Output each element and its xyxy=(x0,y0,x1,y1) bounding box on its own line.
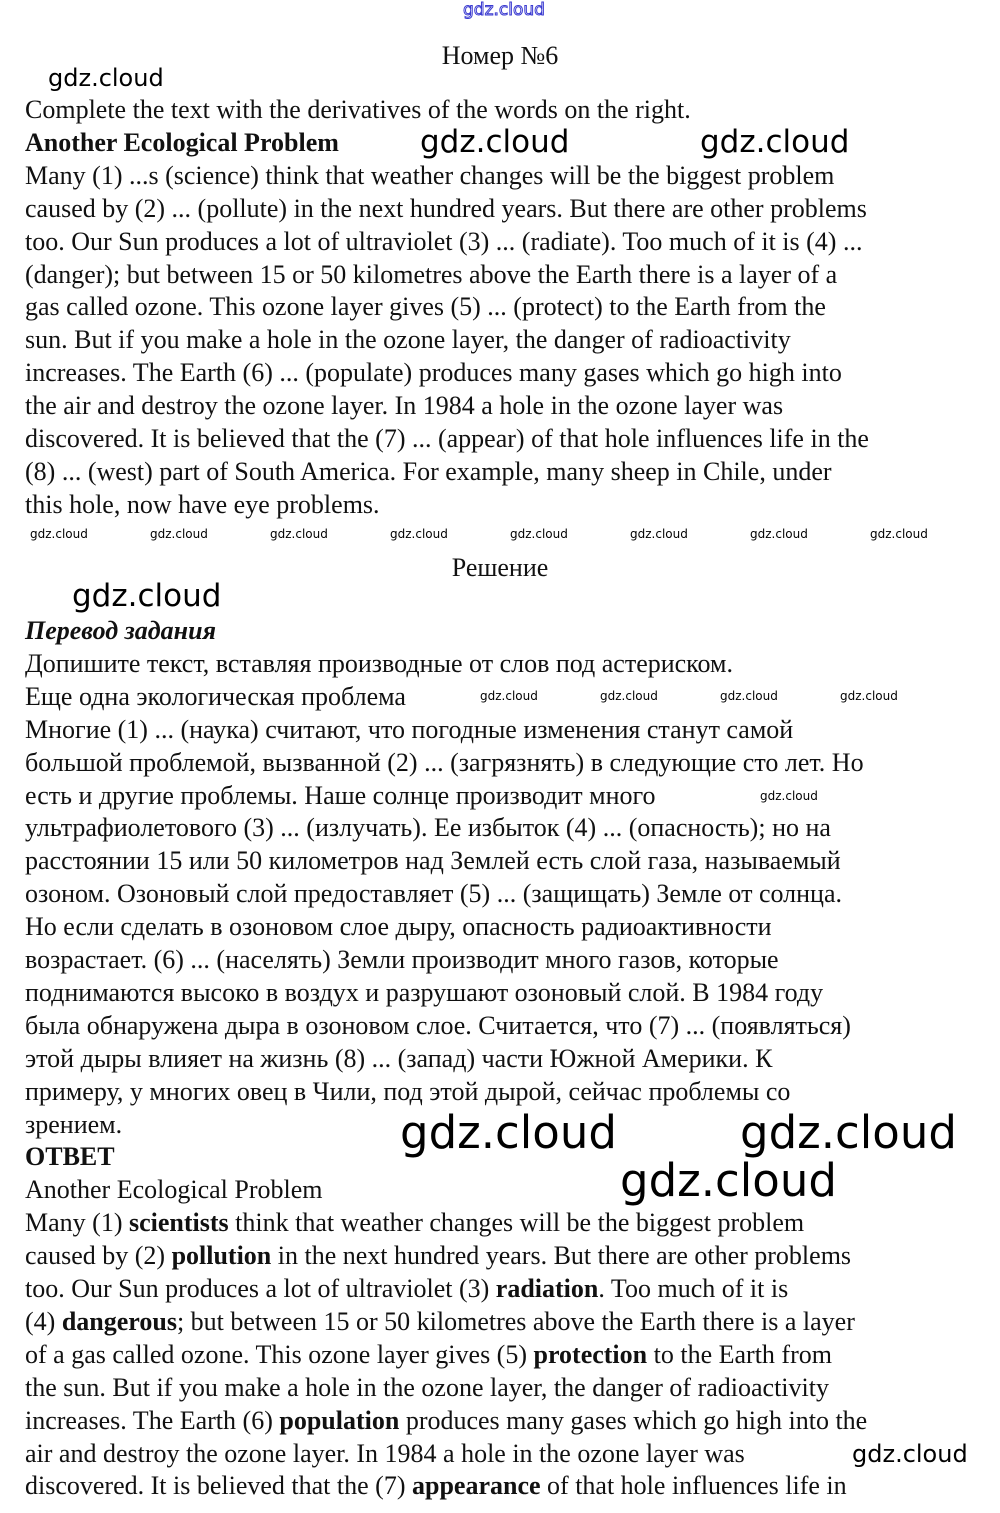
watermark: gdz.cloud xyxy=(720,689,778,703)
text-segment: Допишите текст, вставляя производные от слов под астериском. xyxy=(25,648,733,678)
watermark: gdz.cloud xyxy=(630,527,688,541)
text-line xyxy=(25,93,691,126)
text-segment: примеру, у многих овец в Чили, под этой дырой, сейчас проблемы со xyxy=(25,1076,791,1106)
text-line xyxy=(25,877,842,910)
text-line xyxy=(25,943,779,976)
text-segment: discovered. It is believed that the (7) ... (appear) of that hole influences life in the xyxy=(25,424,869,453)
text-segment: to the Earth from xyxy=(647,1339,832,1369)
bold-text: ОТВЕТ xyxy=(25,1142,115,1172)
text-segment: Many (1) ...s (science) think that weather changes will be the biggest problem xyxy=(25,160,835,190)
text-line xyxy=(25,1404,867,1437)
watermark: gdz.cloud xyxy=(150,527,208,541)
text-segment: Многие (1) ... (наука) считают, что погодные изменения станут самой xyxy=(25,714,794,744)
text-segment: расстоянии 15 или 50 километров над Землей есть слой газа, называемый xyxy=(25,846,841,876)
text-segment: this hole, now have eye problems. xyxy=(25,489,380,519)
text-segment: increases. The Earth (6) xyxy=(25,1405,280,1435)
text-line xyxy=(25,779,656,812)
text-line xyxy=(25,356,842,389)
text-line xyxy=(25,1239,851,1272)
text-line xyxy=(25,746,864,779)
text-line xyxy=(25,225,862,258)
text-line xyxy=(25,647,733,680)
text-line xyxy=(25,455,832,488)
watermark: gdz.cloud xyxy=(600,689,658,703)
text-segment: the air and destroy the ozone layer. In 1984 a hole in the ozone layer was xyxy=(25,391,784,421)
text-segment: Еще одна экологическая проблема xyxy=(25,681,406,711)
text-segment: caused by (2) xyxy=(25,1241,172,1271)
text-segment: большой проблемой, вызванной (2) ... (загрязнять) в следующие сто лет. Но xyxy=(25,747,864,777)
text-segment: Но если сделать в озоновом слое дыру, опасность радиоактивности xyxy=(25,912,772,942)
text-segment: ультрафиолетового (3) ... (излучать). Ее избыток (4) ... (опасность); но на xyxy=(25,813,831,843)
text-line xyxy=(25,159,834,192)
text-segment: sun. But if you make a hole in the ozone layer, the danger of radioactivity xyxy=(25,325,791,355)
text-segment: the sun. But if you make a hole in the ozone layer, the danger of radioactivity xyxy=(25,1372,829,1402)
text-line xyxy=(25,323,791,356)
text-line xyxy=(25,680,406,713)
text-line xyxy=(25,290,826,323)
watermark: gdz.cloud xyxy=(72,578,222,614)
watermark: gdz.cloud xyxy=(390,527,448,541)
text-segment: think that weather changes will be the biggest problem xyxy=(228,1208,805,1238)
text-segment: of that hole influences life in xyxy=(540,1471,847,1501)
text-segment: этой дыры влияет на жизнь (8) ... (запад) части Южной Америки. К xyxy=(25,1043,773,1073)
text-line xyxy=(25,614,216,647)
bold-text: Перевод задания xyxy=(25,616,216,645)
text-line xyxy=(25,1469,847,1502)
text-line xyxy=(25,192,867,225)
bold-text: scientists xyxy=(128,1208,229,1238)
watermark: gdz.cloud xyxy=(852,1440,968,1468)
bold-text: population xyxy=(279,1405,400,1435)
text-segment: air and destroy the ozone layer. In 1984 a hole in the ozone layer was xyxy=(25,1438,745,1468)
text-segment: too. Our Sun produces a lot of ultraviolet (3) xyxy=(25,1274,496,1303)
bold-text: radiation xyxy=(495,1274,599,1303)
text-segment: in the next hundred years. But there are other problems xyxy=(271,1241,852,1271)
text-segment: gas called ozone. This ozone layer gives (5) ... (protect) to the Earth from the xyxy=(25,292,826,322)
text-segment: discovered. It is believed that the (7) xyxy=(25,1471,412,1501)
watermark: gdz.cloud xyxy=(840,689,898,703)
text-segment: ; but between 15 or 50 kilometres above the Earth there is a layer xyxy=(176,1306,855,1336)
bold-text: dangerous xyxy=(61,1306,177,1336)
text-line xyxy=(25,1009,851,1042)
bold-text: appearance xyxy=(411,1471,541,1501)
text-segment: зрением. xyxy=(25,1109,123,1139)
text-line xyxy=(25,1338,832,1371)
text-line xyxy=(25,910,772,943)
text-segment: Another Ecological Problem xyxy=(25,1175,323,1205)
text-segment: возрастает. (6) ... (населять) Земли производит много газов, которые xyxy=(25,945,779,974)
text-line xyxy=(25,844,841,877)
text-line xyxy=(25,713,793,746)
watermark: gdz.cloud xyxy=(620,1154,837,1207)
watermark: gdz.cloud xyxy=(700,124,850,160)
watermark: gdz.cloud xyxy=(270,527,328,541)
solution-heading: Решение xyxy=(451,553,549,582)
text-line xyxy=(25,1371,829,1404)
text-segment: есть и другие проблемы. Наше солнце производит много xyxy=(25,780,656,810)
text-line xyxy=(25,976,823,1009)
text-segment: increases. The Earth (6) ... (populate) produces many gases which go high into xyxy=(25,358,842,388)
text-line xyxy=(25,422,869,455)
bold-text: protection xyxy=(533,1339,648,1369)
text-segment: produces many gases which go high into the xyxy=(399,1405,868,1435)
text-line xyxy=(25,1108,122,1141)
text-segment: (4) xyxy=(25,1306,62,1336)
text-segment: поднимаются высоко в воздух и разрушают озоновый слой. В 1984 году xyxy=(25,977,824,1007)
text-segment: (danger); but between 15 or 50 kilometres above the Earth there is a layer of a xyxy=(25,259,838,289)
text-segment: . Too much of it is xyxy=(598,1274,789,1303)
watermark: gdz.cloud xyxy=(48,64,164,92)
text-segment: озоном. Озоновый слой предоставляет (5) ... (защищать) Земле от солнца. xyxy=(25,879,842,909)
text-line xyxy=(25,1173,322,1206)
watermark: gdz.cloud xyxy=(480,689,538,703)
watermark: gdz.cloud xyxy=(400,1106,617,1159)
page-title: Номер №6 xyxy=(441,41,559,70)
text-segment: too. Our Sun produces a lot of ultraviolet (3) ... (radiate). Too much of it is (4) ... xyxy=(25,226,863,256)
watermark: gdz.cloud xyxy=(870,527,928,541)
text-segment: of a gas called ozone. This ozone layer gives (5) xyxy=(25,1339,534,1369)
text-line xyxy=(25,811,831,844)
bold-text: Another Ecological Problem xyxy=(25,127,339,157)
watermark: gdz.cloud xyxy=(760,789,818,803)
text-line xyxy=(25,1437,745,1470)
text-line xyxy=(25,1305,855,1338)
watermark: gdz.cloud xyxy=(420,124,570,160)
watermark: gdz.cloud xyxy=(463,0,545,20)
text-line xyxy=(25,1140,115,1173)
text-line xyxy=(25,488,380,521)
text-segment: (8) ... (west) part of South America. For example, many sheep in Chile, under xyxy=(25,456,832,486)
bold-text: pollution xyxy=(171,1241,272,1271)
watermark: gdz.cloud xyxy=(740,1106,957,1159)
text-segment: была обнаружена дыра в озоновом слое. Считается, что (7) ... (появляться) xyxy=(25,1010,851,1040)
text-line xyxy=(25,126,339,159)
text-line xyxy=(25,1042,772,1075)
text-line xyxy=(25,1272,788,1305)
text-segment: caused by (2) ... (pollute) in the next hundred years. But there are other problems xyxy=(25,193,867,223)
watermark: gdz.cloud xyxy=(30,527,88,541)
text-line xyxy=(25,389,783,422)
watermark: gdz.cloud xyxy=(510,527,568,541)
text-line xyxy=(25,1075,790,1108)
text-segment: Complete the text with the derivatives of the words on the right. xyxy=(25,95,691,124)
text-line xyxy=(25,1206,804,1239)
watermark: gdz.cloud xyxy=(750,527,808,541)
text-segment: Many (1) xyxy=(25,1208,129,1238)
text-line xyxy=(25,258,837,291)
